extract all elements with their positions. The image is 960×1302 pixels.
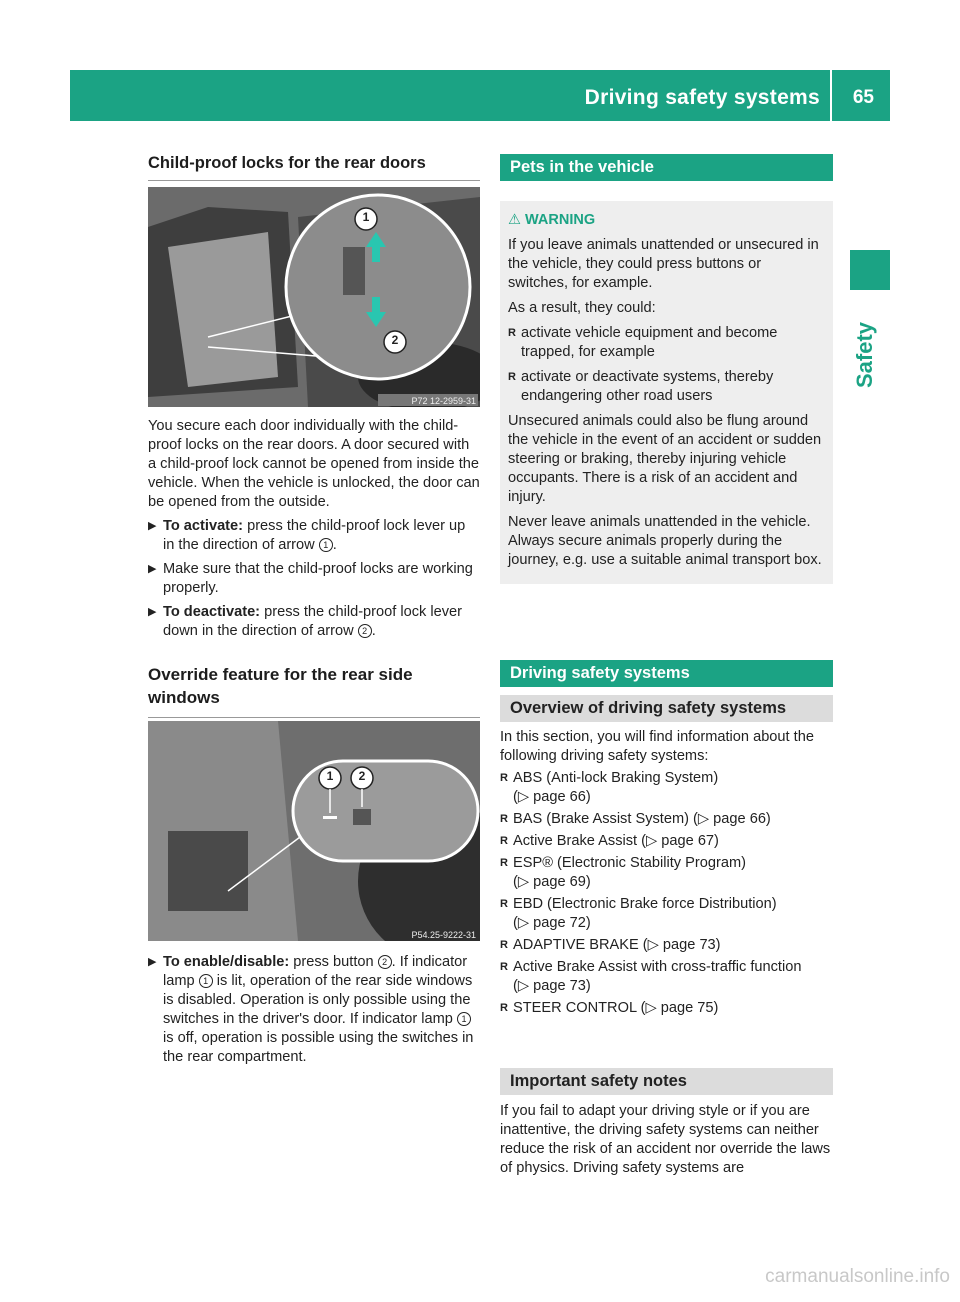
- list-item: [500, 769, 833, 807]
- dss-list: [500, 769, 833, 1018]
- step-label: To enable/disable:: [163, 954, 290, 970]
- ref-marker: 1: [457, 1012, 471, 1026]
- override-illustration: [148, 721, 480, 941]
- child-lock-illustration: [148, 187, 480, 407]
- item-name: ADAPTIVE BRAKE: [513, 937, 639, 953]
- image-code: P72 12-2959-31: [411, 396, 476, 406]
- bullet-icon: R: [500, 898, 508, 910]
- page-ref-link[interactable]: (▷ page 66): [513, 789, 591, 805]
- page-ref-link[interactable]: (▷ page 66): [693, 811, 771, 827]
- section-title: Driving safety systems: [584, 86, 820, 109]
- step-arrow-icon: ▶: [148, 563, 157, 575]
- page-ref-link[interactable]: (▷ page 72): [513, 915, 591, 931]
- warning-p2: As a result, they could:: [508, 300, 656, 316]
- warning-title: [508, 211, 825, 230]
- warning-label: WARNING: [525, 212, 596, 228]
- left-column: [148, 152, 480, 181]
- page-ref-link[interactable]: (▷ page 69): [513, 874, 591, 890]
- item-name: ABS (Anti-lock Braking System): [513, 770, 719, 786]
- page-ref-link[interactable]: (▷ page 73): [642, 937, 721, 953]
- step-text: press button: [289, 954, 378, 970]
- step-text: press the child-proof lock lever down in the direction of arrow: [163, 604, 463, 639]
- notes-text: If you fail to adapt your driving style or if you are inattentive, the driving safety systems can neither reduce the risk of an accident nor override the laws of physics. Driving safety systems are: [500, 1103, 831, 1176]
- side-tab-marker: [850, 250, 890, 290]
- step-text: . If indicator lamp: [163, 954, 468, 989]
- bullet-icon: R: [508, 327, 516, 339]
- step-label: To activate:: [163, 518, 244, 534]
- page-number: 65: [852, 87, 874, 108]
- step-text: is lit, operation of the rear side windows is disabled. Operation is only possible using the switches in the driver's door. If indicator lamp: [163, 973, 473, 1027]
- step-check: [148, 560, 480, 598]
- warning-icon: ⚠: [508, 212, 526, 228]
- step-deactivate: [148, 603, 480, 641]
- list-item: [508, 324, 825, 362]
- warning-p4: Never leave animals unattended in the vehicle. Always secure animals properly during the journey, e.g. use a suitable animal transport box.: [508, 514, 822, 568]
- dss-intro: In this section, you will find information about the following driving safety systems:: [500, 729, 814, 764]
- step-end: .: [371, 623, 376, 639]
- list-item: [500, 958, 833, 996]
- item-name: BAS (Brake Assist System): [513, 811, 689, 827]
- item-name: STEER CONTROL: [513, 1000, 637, 1016]
- callout-2: 2: [391, 333, 399, 347]
- list-item: [500, 810, 833, 829]
- item-name: Active Brake Assist with cross-traffic function: [513, 959, 802, 975]
- warning-p1: If you leave animals unattended or unsecured in the vehicle, they could press buttons or switches, for example.: [508, 237, 819, 291]
- step-arrow-icon: ▶: [148, 606, 157, 618]
- side-tab-label: Safety: [852, 321, 877, 388]
- list-item: [508, 368, 825, 406]
- item-name: Active Brake Assist: [513, 833, 638, 849]
- bullet-icon: R: [508, 371, 516, 383]
- ref-marker: 2: [358, 624, 372, 638]
- bullet-icon: R: [500, 857, 508, 869]
- warning-p3: Unsecured animals could also be flung around the vehicle in the event of an accident or sudden steering or braking, thereby injuring vehicle occupants. There is a risk of an accident and injury.: [508, 413, 822, 505]
- item-name: ESP® (Electronic Stability Program): [513, 855, 746, 871]
- page-ref-link[interactable]: (▷ page 67): [641, 833, 719, 849]
- child-lock-heading: Child-proof locks for the rear doors: [148, 152, 480, 181]
- ref-marker: 1: [199, 974, 213, 988]
- right-column: [500, 154, 833, 584]
- bullet-text: activate vehicle equipment and become trapped, for example: [521, 325, 778, 360]
- page-ref-link[interactable]: (▷ page 75): [640, 1000, 719, 1016]
- notes-subheading: Important safety notes: [500, 1068, 833, 1095]
- child-lock-text: [148, 417, 480, 641]
- callout-2: 2: [358, 769, 366, 783]
- ref-marker: 2: [378, 955, 392, 969]
- dss-subheading: Overview of driving safety systems: [500, 695, 833, 722]
- list-item: [500, 895, 833, 933]
- dss-section: [500, 660, 833, 1021]
- dss-section-bar: Driving safety systems: [500, 660, 833, 687]
- callout-1: 1: [326, 769, 334, 783]
- child-lock-intro: You secure each door individually with the child-proof locks on the rear doors. A door secured with a child-proof lock cannot be opened from inside the vehicle. When the vehicle is unlocked, the door can be opened from the outside.: [148, 418, 480, 510]
- override-header: [148, 663, 480, 718]
- header-separator: [830, 70, 832, 121]
- notes-section: [500, 1068, 833, 1178]
- step-text: press the child-proof lock lever up in the direction of arrow: [163, 518, 466, 553]
- step-label: To deactivate:: [163, 604, 261, 620]
- warning-box: [500, 201, 833, 584]
- bullet-icon: R: [500, 939, 508, 951]
- list-item: [500, 854, 833, 892]
- step-activate: [148, 517, 480, 555]
- pets-section-bar: Pets in the vehicle: [500, 154, 833, 181]
- list-item: [500, 999, 833, 1018]
- step-end: .: [332, 537, 337, 553]
- bullet-icon: R: [500, 813, 508, 825]
- page-ref-link[interactable]: (▷ page 73): [513, 978, 591, 994]
- image-code: P54.25-9222-31: [411, 930, 476, 940]
- page-header: [70, 70, 890, 121]
- watermark: carmanualsonline.info: [765, 1266, 950, 1287]
- step-arrow-icon: ▶: [148, 956, 157, 968]
- step-text: Make sure that the child-proof locks are working properly.: [163, 561, 473, 596]
- step-arrow-icon: ▶: [148, 520, 157, 532]
- item-name: EBD (Electronic Brake force Distribution): [513, 896, 777, 912]
- bullet-icon: R: [500, 1002, 508, 1014]
- list-item: [500, 936, 833, 955]
- bullet-icon: R: [500, 772, 508, 784]
- bullet-text: activate or deactivate systems, thereby endangering other road users: [521, 369, 774, 404]
- override-text: [148, 948, 480, 1067]
- override-heading: Override feature for the rear side windows: [148, 663, 480, 718]
- ref-marker: 1: [319, 538, 333, 552]
- callout-1: 1: [362, 210, 370, 224]
- list-item: [500, 832, 833, 851]
- step-enable-disable: [148, 953, 480, 1067]
- step-text: is off, operation is possible using the switches in the rear compartment.: [163, 1030, 474, 1065]
- bullet-icon: R: [500, 835, 508, 847]
- bullet-icon: R: [500, 961, 508, 973]
